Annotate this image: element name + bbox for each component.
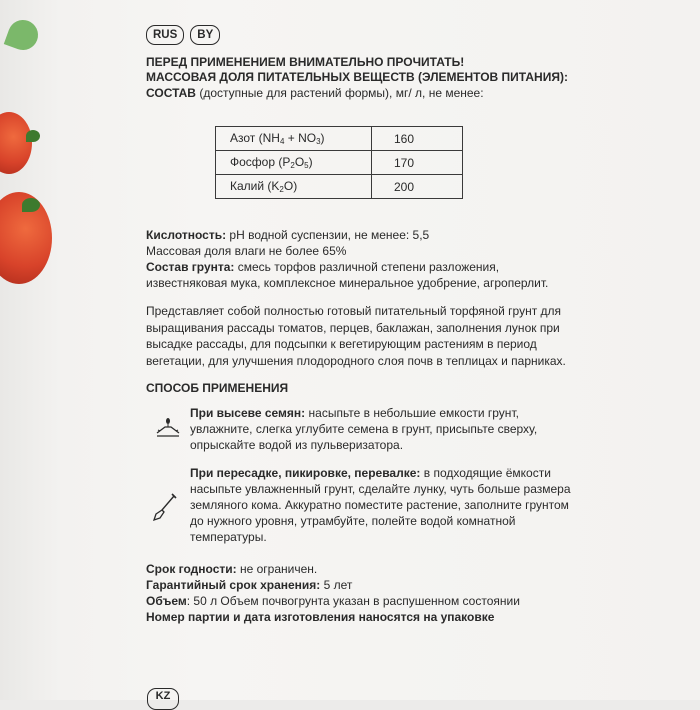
language-badge-rus: RUS [146,25,184,45]
shovel-icon [152,492,178,522]
composition-line [146,85,484,101]
nutrient-name: Азот $(NH_4 + NO_3)$ [216,127,372,151]
language-badge-by: BY [190,25,220,45]
soil-label: Состав грунта: [146,260,235,274]
transplant-line-3: земляного кома. Аккуратно поместите растение, заполните грунтом [190,498,569,512]
nutrient-value: 160 [372,127,463,151]
leaf-decoration [26,130,40,142]
nutrient-name: Фосфор $(P_2O_5)$ [216,151,372,175]
warranty-line: Гарантийный срок хранения: 5 лет [146,578,353,592]
language-badges [146,25,220,45]
transplant-line-2: насыпьте увлажненный грунт, сделайте лунку, чуть больше размера [190,482,571,496]
transplant-line: При пересадке, пикировке, перевалке: в подходящие ёмкости [190,466,551,480]
composition-text: (доступные для растений формы), мг/ л, не менее: [195,86,484,100]
volume-label: Объем [146,594,187,608]
warning-heading: ПЕРЕД ПРИМЕНЕНИЕМ ВНИМАТЕЛЬНО ПРОЧИТАТЬ! [146,55,465,69]
nutrient-value: 170 [372,151,463,175]
soil-line-2: известняковая мука, комплексное минеральное удобрение, агроперлит. [146,276,549,290]
warranty-label: Гарантийный срок хранения: [146,578,321,592]
sowing-label: При высеве семян: [190,406,306,420]
description-line: выращивания рассады томатов, перцев, баклажан, заполнения лунок при [146,320,560,335]
seed-sowing-icon [155,416,181,438]
table-row [216,127,463,151]
transplant-line-4: до нужного уровня, утрамбуйте, полейте водой комнатной [190,514,516,528]
leaf-decoration [22,198,40,212]
moisture-line: Массовая доля влаги не более 65% [146,244,347,258]
tomato-image [0,112,32,174]
acidity-label: Кислотность: [146,228,227,242]
shelf-life-line: Срок годности: не ограничен. [146,562,318,576]
description-line: вегетации, для улучшения плодородного слоя почв в теплицах и парниках. [146,353,566,368]
description-line: высадке рассады, для подсыпки к вегетирующим растениям в период [146,337,537,351]
acidity-line: Кислотность: pH водной суспензии, не менее: 5,5 [146,228,430,242]
language-badge-kz: KZ [147,688,179,710]
batch-line: Номер партии и дата изготовления наносятся на упаковке [146,610,495,624]
nutrient-heading: МАССОВАЯ ДОЛЯ ПИТАТЕЛЬНЫХ ВЕЩЕСТВ (ЭЛЕМЕНТОВ ПИТАНИЯ): [146,70,568,84]
volume-line: Объем: 50 л Объем почвогрунта указан в распушенном состоянии [146,594,520,608]
usage-heading: СПОСОБ ПРИМЕНЕНИЯ [146,381,289,395]
shelf-life-label: Срок годности: [146,562,237,576]
sowing-line: При высеве семян: насыпьте в небольшие емкости грунт, [190,406,519,420]
transplant-label: При пересадке, пикировке, перевалке: [190,466,421,480]
table-row [216,151,463,175]
table-row [216,175,463,199]
nutrient-value: 200 [372,175,463,199]
sowing-line-3: опрыскайте водой из пульверизатора. [190,438,404,452]
transplant-line-5: температуры. [190,530,267,544]
composition-label: СОСТАВ [146,86,196,100]
description-paragraph [146,303,566,369]
leaf-decoration [4,16,42,54]
soil-line: Состав грунта: смесь торфов различной степени разложения, [146,260,500,274]
description-line: Представляет собой полностью готовый питательный торфяной грунт для [146,304,562,318]
sowing-line-2: увлажните, слегка углубите семена в грунт, присыпьте сверху, [190,422,538,436]
nutrient-name: Калий $(K_2O)$ [216,175,372,199]
nutrient-table [215,126,463,199]
